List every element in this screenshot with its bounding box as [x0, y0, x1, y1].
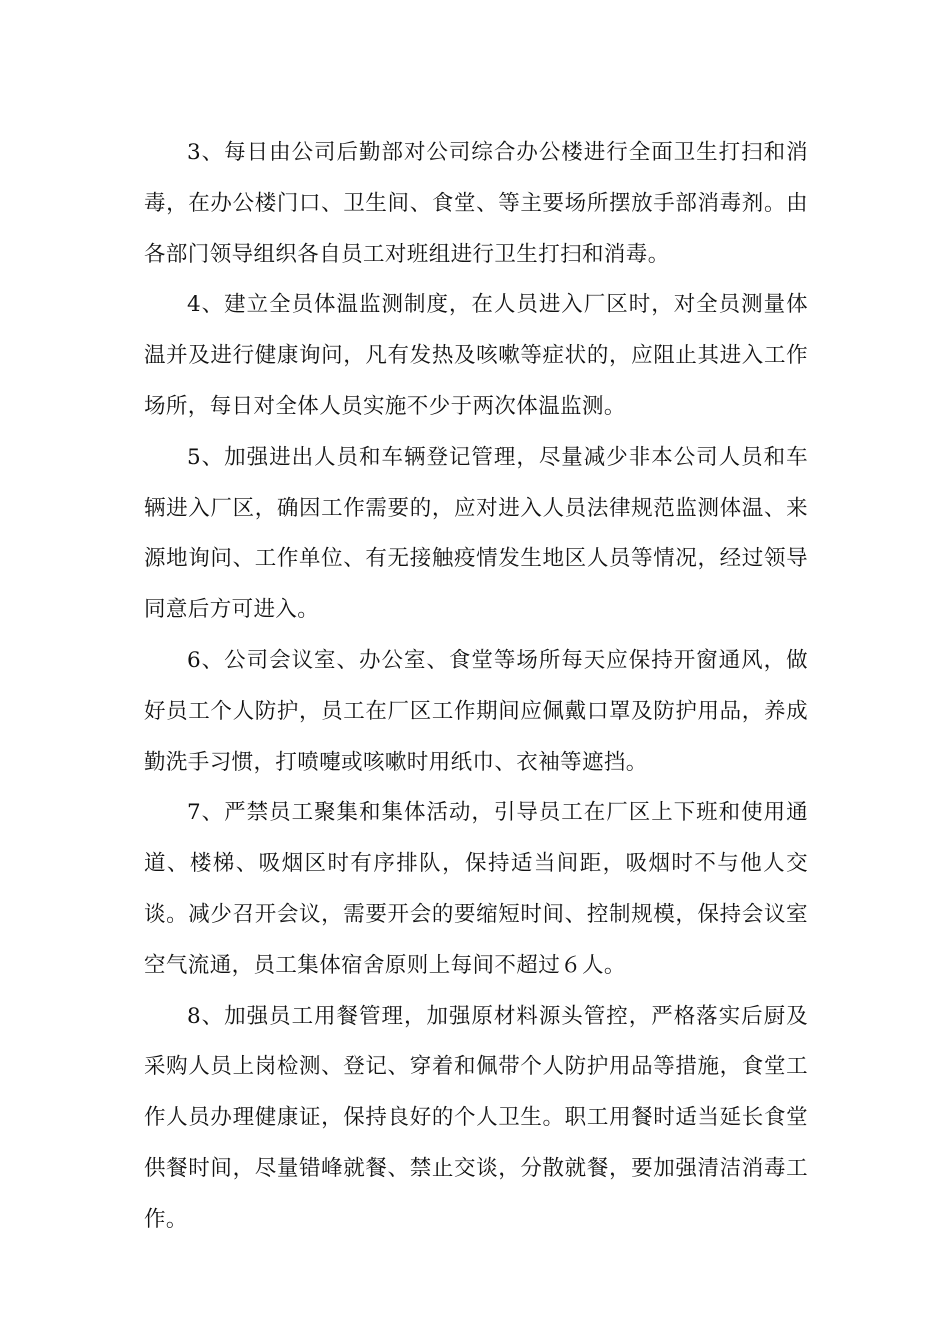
paragraph-item-3: 3、每日由公司后勤部对公司综合办公楼进行全面卫生打扫和消毒，在办公楼门口、卫生间、食堂、等主要场所摆放手部消毒剂。由各部门领导组织各自员工对班组进行卫生打扫和消毒。	[144, 140, 808, 267]
paragraph-item-7: 7、严禁员工聚集和集体活动，引导员工在厂区上下班和使用通道、楼梯、吸烟区时有序排队，保持适当间距，吸烟时不与他人交谈。减少召开会议，需要开会的要缩短时间、控制规模，保持会议室空气流通，员工集体宿舍原则上每间不超过６人。	[144, 800, 808, 978]
paragraph-item-8: 8、加强员工用餐管理，加强原材料源头管控，严格落实后厨及采购人员上岗检测、登记、穿着和佩带个人防护用品等措施，食堂工作人员办理健康证，保持良好的个人卫生。职工用餐时适当延长食堂供餐时间，尽量错峰就餐、禁止交谈，分散就餐，要加强清洁消毒工作。	[144, 1003, 808, 1232]
paragraph-item-5: 5、加强进出人员和车辆登记管理，尽量减少非本公司人员和车辆进入厂区，确因工作需要的，应对进入人员法律规范监测体温、来源地询问、工作单位、有无接触疫情发生地区人员等情况，经过领导同意后方可进入。	[144, 444, 808, 623]
document-body	[144, 128, 808, 1246]
paragraph-item-6: 6、公司会议室、办公室、食堂等场所每天应保持开窗通风，做好员工个人防护，员工在厂区工作期间应佩戴口罩及防护用品，养成勤洗手习惯，打喷嚏或咳嗽时用纸巾、衣袖等遮挡。	[144, 647, 808, 775]
paragraph-item-4: 4、建立全员体温监测制度，在人员进入厂区时，对全员测量体温并及进行健康询问，凡有发热及咳嗽等症状的，应阻止其进入工作场所，每日对全体人员实施不少于两次体温监测。	[144, 292, 808, 419]
